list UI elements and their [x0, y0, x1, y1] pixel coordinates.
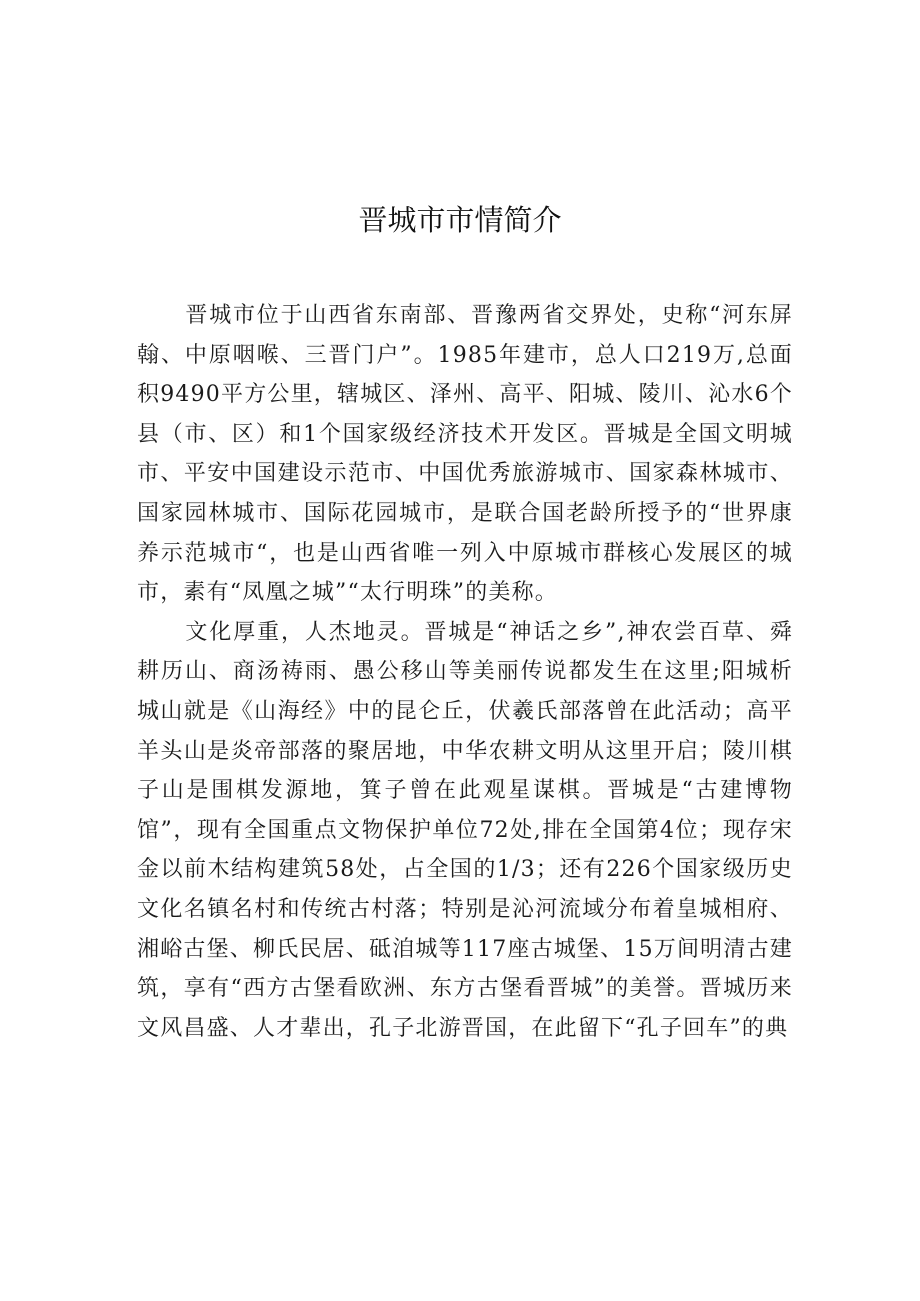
paragraph-overview: 晋城市位于山西省东南部、晋豫两省交界处，史称“河东屏翰、中原咽喉、三晋门户”。1985年建市，总人口219万,总面积9490平方公里，辖城区、泽州、高平、阳城、陵川、沁水6个县（市、区）和1个国家级经济技术开发区。晋城是全国文明城市、平安中国建设示范市、中国优秀旅游城市、国家森林城市、国家园林城市、国际花园城市，是联合国老龄所授予的“世界康养示范城市“，也是山西省唯一列入中原城市群核心发展区的城市，素有“凤凰之城”“太行明珠”的美称。 — [137, 303, 793, 606]
paragraph-culture: 文化厚重，人杰地灵。晋城是“神话之乡”,神农尝百草、舜耕历山、商汤祷雨、愚公移山等美丽传说都发生在这里;阳城析城山就是《山海经》中的昆仑丘，伏羲氏部落曾在此活动；高平羊头山是炎帝部落的聚居地，中华农耕文明从这里开启；陵川棋子山是围棋发源地，箕子曾在此观星谋棋。晋城是“古建博物馆”，现有全国重点文物保护单位72处,排在全国第4位；现存宋金以前木结构建筑58处，占全国的1/3；还有226个国家级历史文化名镇名村和传统古村落；特别是沁河流域分布着皇城相府、湘峪古堡、柳氏民居、砥洎城等117座古城堡、15万间明清古建筑，享有“西方古堡看欧洲、东方古堡看晋城”的美誉。晋城历来文风昌盛、人才辈出，孔子北游晋国，在此留下“孔子回车”的典 — [137, 619, 793, 1041]
document-body — [137, 296, 793, 1048]
document-title: 晋城市市情简介 — [358, 203, 562, 237]
